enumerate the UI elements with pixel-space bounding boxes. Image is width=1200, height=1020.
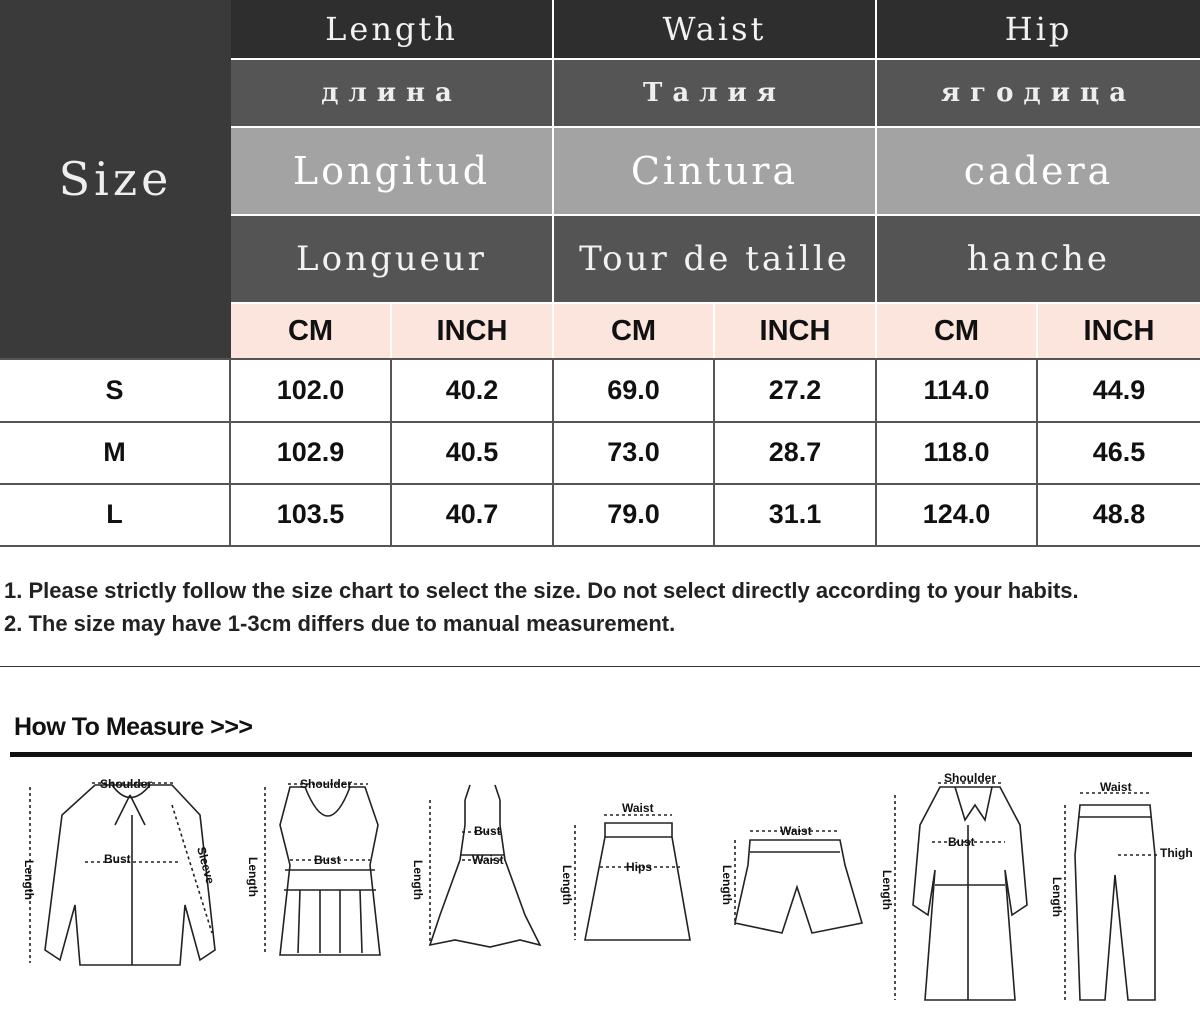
value-cell: 118.0 [877, 422, 1038, 483]
col-length-ru: длина [231, 60, 554, 128]
unit-length-inch: INCH [392, 304, 554, 358]
value-cell: 40.5 [392, 422, 554, 483]
garment-label: Length [560, 865, 574, 905]
unit-waist-cm: CM [554, 304, 715, 358]
title-underline [10, 752, 1192, 757]
garment-label: Bust [104, 852, 131, 866]
table-row [0, 360, 1200, 423]
measurement-illustrations [0, 765, 1200, 1020]
col-length-en: Length [231, 0, 554, 60]
garment-label: Shoulder [300, 777, 353, 791]
garment-label: Length [411, 860, 425, 900]
unit-waist-inch: INCH [715, 304, 877, 358]
garment-label: Length [880, 870, 894, 910]
garment-label: Waist [780, 824, 812, 838]
size-label: M [0, 422, 231, 483]
col-hip-en: Hip [877, 0, 1200, 60]
garment-label: Bust [948, 835, 975, 849]
shorts-illustration [720, 824, 862, 933]
garment-label: Hips [626, 860, 653, 874]
col-waist-en: Waist [554, 0, 877, 60]
table-row [0, 422, 1200, 485]
col-length-es: Longitud [231, 128, 554, 216]
size-label: L [0, 484, 231, 545]
value-cell: 40.7 [392, 484, 554, 545]
size-label: S [0, 360, 231, 421]
col-waist-es: Cintura [554, 128, 877, 216]
tank-top-illustration [246, 777, 380, 955]
value-cell: 124.0 [877, 484, 1038, 545]
garment-label: Shoulder [944, 771, 997, 785]
garment-label: Thigh [1160, 846, 1193, 860]
garment-label: Waist [622, 801, 654, 815]
garment-label: Sleeve [194, 845, 218, 886]
pants-illustration [1050, 780, 1193, 1000]
note-line: 1. Please strictly follow the size chart to select the size. Do not select directly according to your habits. [4, 578, 1079, 603]
unit-hip-inch: INCH [1038, 304, 1200, 358]
blouse-illustration [22, 777, 218, 965]
value-cell: 79.0 [554, 484, 715, 545]
value-cell: 28.7 [715, 422, 877, 483]
garment-label: Bust [474, 824, 501, 838]
value-cell: 44.9 [1092, 375, 1146, 405]
value-cell: 46.5 [1092, 437, 1146, 467]
size-header: Size [0, 0, 231, 358]
col-waist-ru: Талия [554, 60, 877, 128]
garment-label: Bust [314, 853, 341, 867]
value-cell: 102.0 [231, 360, 392, 421]
how-to-measure-title: How To Measure >>> [14, 713, 253, 741]
garment-label: Waist [1100, 780, 1132, 794]
garment-label: Shoulder [100, 777, 153, 791]
dress-illustration [411, 785, 540, 947]
value-cell: 114.0 [877, 360, 1038, 421]
garment-label: Length [246, 857, 260, 897]
note-line: 2. The size may have 1-3cm differs due to manual measurement. [4, 611, 676, 636]
skirt-illustration [560, 801, 690, 940]
value-cell: 27.2 [715, 360, 877, 421]
size-notes [4, 574, 1079, 640]
unit-length-cm: CM [231, 304, 392, 358]
table-row [0, 484, 1200, 547]
garment-label: Length [720, 865, 734, 905]
coat-illustration [880, 771, 1027, 1000]
value-cell: 102.9 [231, 422, 392, 483]
col-length-fr: Longueur [231, 216, 554, 304]
value-cell: 69.0 [554, 360, 715, 421]
col-hip-es: cadera [877, 128, 1200, 216]
value-cell: 48.8 [1092, 499, 1146, 529]
col-hip-fr: hanche [877, 216, 1200, 304]
value-cell: 103.5 [231, 484, 392, 545]
garment-label: Waist [472, 853, 504, 867]
col-waist-fr: Tour de taille [554, 216, 877, 304]
value-cell: 40.2 [392, 360, 554, 421]
col-hip-ru: ягодица [877, 60, 1200, 128]
value-cell: 73.0 [554, 422, 715, 483]
divider [0, 666, 1200, 667]
garment-label: Length [22, 860, 36, 900]
unit-hip-cm: CM [877, 304, 1038, 358]
garment-label: Length [1050, 877, 1064, 917]
value-cell: 31.1 [715, 484, 877, 545]
